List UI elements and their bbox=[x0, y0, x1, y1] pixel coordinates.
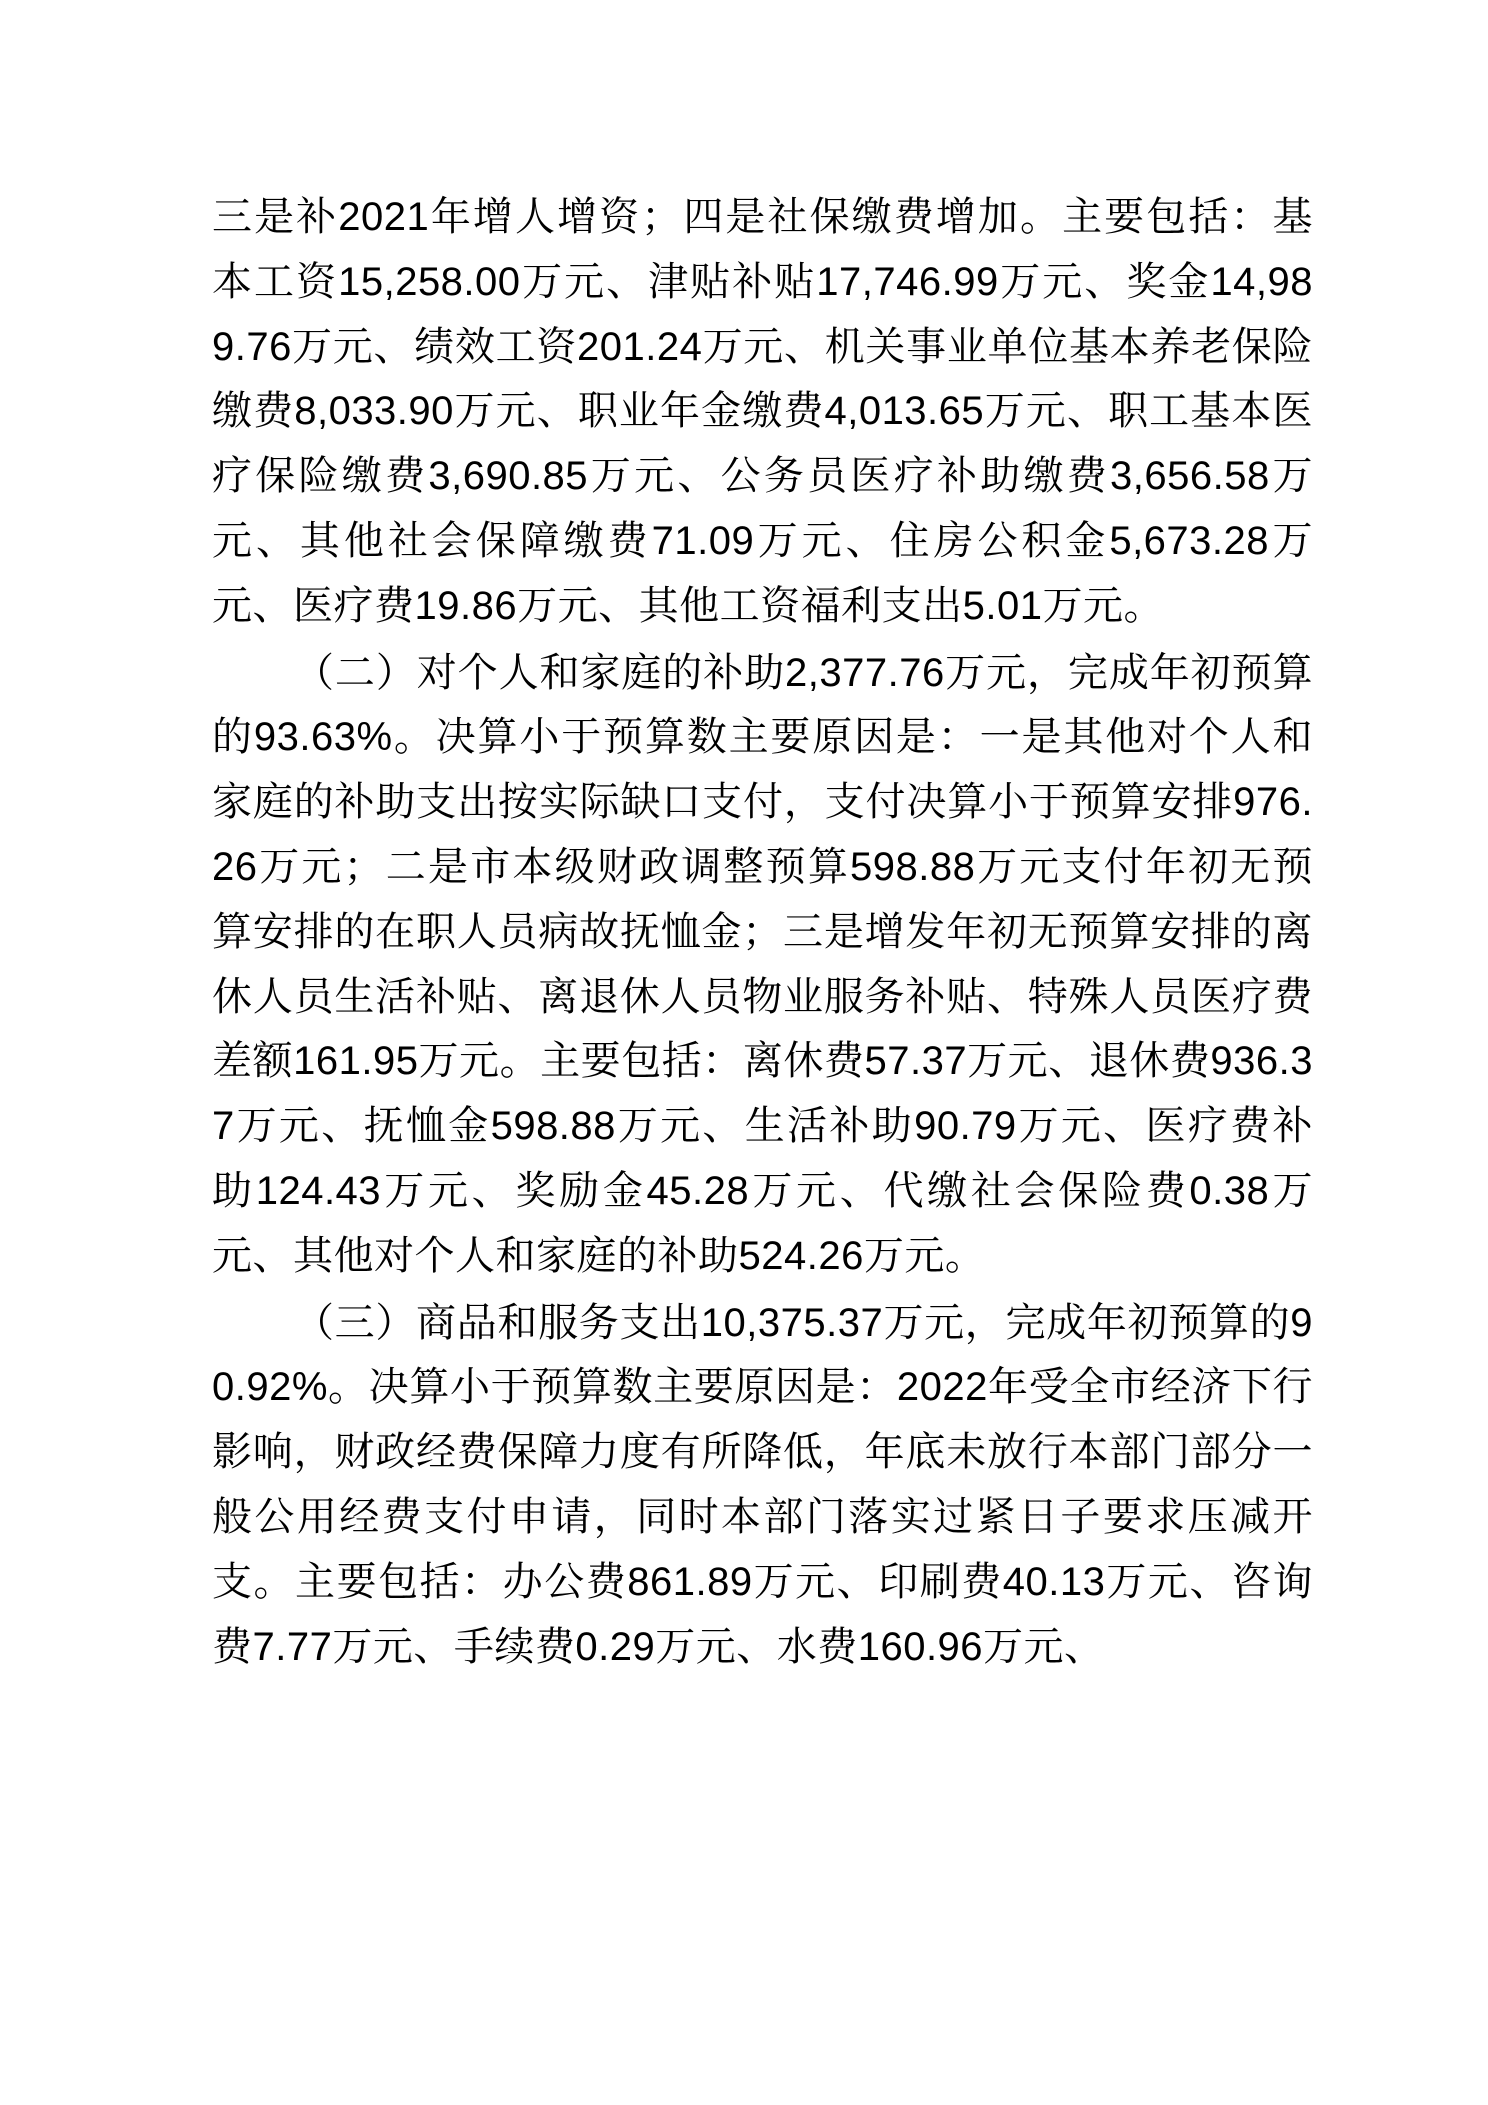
paragraph-salary-breakdown: 三是补2021年增人增资；四是社保缴费增加。主要包括：基本工资15,258.00万元、津贴补贴17,746.99万元、奖金14,989.76万元、绩效工资201.24万元、机关事业单位基本养老保险缴费8,033.90万元、职业年金缴费4,013.65万元、职工基本医疗保险缴费3,690.85万元、公务员医疗补助缴费3,656.58万元、其他社会保障缴费71.09万元、住房公积金5,673.28万元、医疗费19.86万元、其他工资福利支出5.01万元。 bbox=[212, 195, 1313, 628]
paragraph-section-two: （二）对个人和家庭的补助2,377.76万元，完成年初预算的93.63%。决算小于预算数主要原因是：一是其他对个人和家庭的补助支出按实际缺口支付，支付决算小于预算安排976.26万元；二是市本级财政调整预算598.88万元支付年初无预算安排的在职人员病故抚恤金；三是增发年初无预算安排的离休人员生活补贴、离退休人员物业服务补贴、特殊人员医疗费差额161.95万元。主要包括：离休费57.37万元、退休费936.37万元、抚恤金598.88万元、生活补助90.79万元、医疗费补助124.43万元、奖励金45.28万元、代缴社会保险费0.38万元、其他对个人和家庭的补助524.26万元。 bbox=[212, 650, 1313, 1278]
paragraph-section-three: （三）商品和服务支出10,375.37万元，完成年初预算的90.92%。决算小于预算数主要原因是：2022年受全市经济下行影响，财政经费保障力度有所降低，年底未放行本部门部分一般公用经费支付申请，同时本部门落实过紧日子要求压减开支。主要包括：办公费861.89万元、印刷费40.13万元、咨询费7.77万元、手续费0.29万元、水费160.96万元、 bbox=[212, 1300, 1313, 1669]
document-body bbox=[212, 185, 1313, 1679]
